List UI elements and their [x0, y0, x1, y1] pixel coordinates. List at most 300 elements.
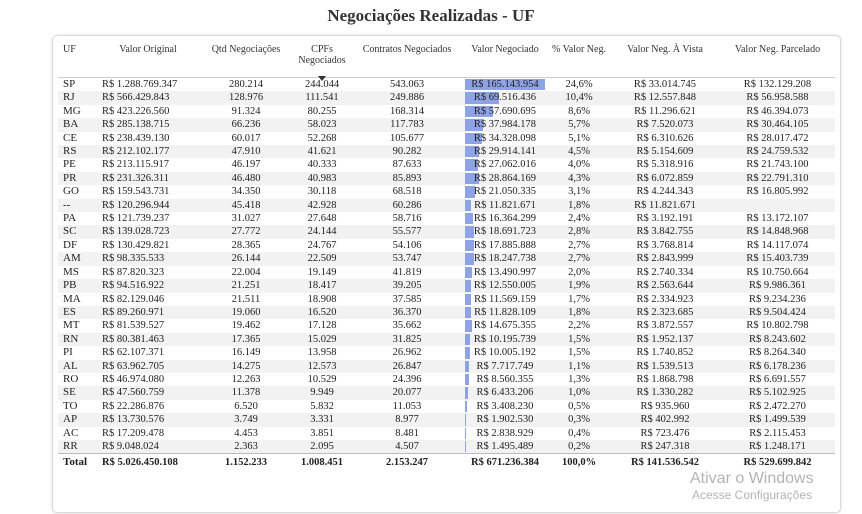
cell-valor-negociado — [462, 78, 548, 92]
cell-valor-neg-a-vista: R$ 1.740.852 — [636, 347, 694, 359]
valor-negociado-text: R$ 10.195.739 — [473, 333, 537, 345]
cell-valor-negociado — [462, 400, 548, 413]
cell-valor-neg-a-vista: R$ 4.244.343 — [636, 186, 694, 198]
total-contratos-negociados: 2.153.247 — [352, 454, 462, 472]
cell-valor-neg-parcelado: R$ 24.759.532 — [720, 145, 835, 158]
cell-cpfs-negociados: 10.529 — [307, 373, 337, 385]
cell-qtd-negociacoes: 60.017 — [231, 132, 261, 144]
cell-contratos-negociados: 37.585 — [392, 293, 422, 305]
cell-uf: SC — [58, 225, 96, 238]
cell-valor-neg-a-vista: R$ 3.192.191 — [636, 213, 694, 225]
data-bar — [465, 226, 474, 237]
cell-qtd-negociacoes: 26.144 — [200, 252, 292, 265]
cell-valor-negociado — [462, 386, 548, 399]
table-row[interactable] — [58, 346, 835, 359]
watermark-line-1: Ativar o Windows — [690, 470, 814, 487]
data-bar — [465, 280, 471, 291]
cell-pct-valor-neg: 10,4% — [548, 91, 610, 104]
data-bar — [465, 441, 466, 452]
total-valor-neg-parcelado: R$ 529.699.842 — [720, 454, 835, 472]
cell-uf: DF — [63, 238, 78, 251]
valor-negociado-text: R$ 18.691.723 — [473, 226, 537, 238]
cell-valor-neg-a-vista: R$ 1.952.137 — [610, 333, 720, 346]
cell-valor-original: R$ 22.286.876 — [102, 400, 165, 412]
cell-contratos-negociados: 58.716 — [392, 213, 422, 225]
cell-cpfs-negociados: 111.541 — [292, 91, 352, 104]
cell-pct-valor-neg: 5,7% — [548, 118, 610, 131]
table-row[interactable] — [58, 319, 835, 332]
data-bar — [465, 240, 474, 251]
data-bar — [465, 320, 472, 331]
cell-uf: MG — [63, 104, 81, 117]
cell-cpfs-negociados: 15.029 — [292, 333, 352, 346]
cell-valor-neg-a-vista: R$ 3.872.557 — [636, 320, 694, 332]
cell-qtd-negociacoes: 91.324 — [231, 105, 261, 117]
cell-uf: PE — [63, 158, 76, 171]
cell-uf: MT — [63, 319, 80, 332]
cell-uf: SP — [63, 78, 76, 90]
table-row[interactable] — [58, 427, 835, 440]
cell-valor-neg-parcelado: R$ 9.986.361 — [720, 279, 835, 292]
cell-valor-neg-a-vista: R$ 3.768.814 — [636, 239, 694, 251]
cell-uf: GO — [63, 185, 79, 198]
cell-pct-valor-neg: 3,1% — [568, 186, 590, 198]
table-row[interactable] — [58, 185, 835, 198]
cell-valor-neg-parcelado: R$ 5.102.925 — [720, 386, 835, 399]
cell-valor-negociado — [462, 145, 548, 158]
cell-valor-neg-a-vista: R$ 5.154.609 — [610, 145, 720, 158]
cell-contratos-negociados: 543.063 — [389, 79, 425, 90]
cell-pct-valor-neg: 2,7% — [548, 252, 610, 265]
cell-pct-valor-neg: 24,6% — [565, 79, 593, 90]
cell-cpfs-negociados: 24.144 — [292, 225, 352, 238]
column-header-pct-valor-neg[interactable]: % Valor Neg. — [552, 44, 606, 55]
valor-negociado-text: R$ 57.690.695 — [473, 105, 537, 117]
cell-valor-neg-a-vista: R$ 2.843.999 — [610, 252, 720, 265]
valor-negociado-text: R$ 11.569.159 — [474, 293, 536, 305]
cell-uf: PB — [58, 279, 96, 292]
valor-negociado-text: R$ 34.328.098 — [473, 132, 537, 144]
table-row[interactable] — [58, 386, 835, 399]
cell-cpfs-negociados: 3.851 — [310, 427, 334, 439]
cell-pct-valor-neg: 0,4% — [568, 427, 590, 439]
cell-valor-negociado — [462, 105, 548, 118]
windows-activation-watermark — [690, 470, 814, 502]
cell-qtd-negociacoes: 27.772 — [200, 225, 292, 238]
cell-contratos-negociados: 8.977 — [352, 413, 462, 426]
cell-valor-negociado — [462, 279, 548, 292]
cell-contratos-negociados: 35.662 — [392, 320, 422, 332]
cell-valor-neg-parcelado — [720, 199, 835, 212]
valor-negociado-text: R$ 3.408.230 — [476, 400, 534, 412]
cell-valor-original: R$ 238.439.130 — [102, 132, 170, 144]
cell-cpfs-negociados: 24.767 — [307, 239, 337, 251]
valor-negociado-text: R$ 8.560.355 — [476, 373, 534, 385]
data-table — [58, 40, 835, 471]
cell-valor-negociado — [462, 118, 548, 131]
cell-valor-negociado — [462, 185, 548, 198]
cell-uf: PR — [58, 172, 96, 185]
cell-uf: AC — [63, 426, 79, 439]
column-header-cpfs-label: CPFs Negociados — [298, 44, 346, 66]
valor-negociado-text: R$ 11.821.671 — [474, 199, 536, 211]
table-row[interactable] — [58, 279, 835, 292]
cell-valor-negociado — [462, 373, 548, 386]
cell-valor-neg-a-vista: R$ 6.310.626 — [636, 132, 694, 144]
cell-valor-original: R$ 285.138.715 — [96, 118, 200, 131]
sort-descending-icon[interactable] — [318, 76, 326, 81]
cell-uf: RR — [58, 440, 96, 454]
cell-valor-neg-a-vista: R$ 247.318 — [610, 440, 720, 454]
cell-qtd-negociacoes: 22.004 — [231, 266, 261, 278]
cell-contratos-negociados: 4.507 — [352, 440, 462, 454]
cell-valor-negociado — [462, 225, 548, 238]
cell-cpfs-negociados: 40.983 — [292, 172, 352, 185]
cell-qtd-negociacoes: 16.149 — [231, 347, 261, 359]
cell-contratos-negociados: 11.053 — [392, 400, 422, 412]
cell-contratos-negociados: 24.396 — [392, 373, 422, 385]
cell-uf: MS — [63, 265, 79, 278]
cell-valor-neg-parcelado: R$ 2.115.453 — [749, 427, 806, 439]
cell-cpfs-negociados: 27.648 — [307, 213, 337, 225]
cell-pct-valor-neg: 1,8% — [548, 306, 610, 319]
cell-pct-valor-neg: 2,4% — [568, 213, 590, 225]
valor-negociado-text: R$ 7.717.749 — [476, 360, 534, 372]
cell-valor-neg-parcelado: R$ 8.243.602 — [720, 333, 835, 346]
cell-valor-negociado — [462, 427, 548, 440]
cell-qtd-negociacoes: 6.520 — [234, 400, 258, 412]
cell-valor-original: R$ 98.335.533 — [96, 252, 200, 265]
cell-cpfs-negociados: 19.149 — [307, 266, 337, 278]
valor-negociado-text: R$ 37.984.178 — [473, 119, 537, 131]
cell-uf: CE — [63, 131, 78, 144]
table-row[interactable] — [58, 158, 835, 171]
cell-valor-original: R$ 120.296.944 — [96, 199, 200, 212]
cell-valor-neg-a-vista: R$ 2.323.685 — [610, 306, 720, 319]
valor-negociado-text: R$ 6.433.206 — [476, 387, 534, 399]
table-visual — [52, 35, 841, 513]
valor-negociado-text: R$ 14.675.355 — [473, 320, 537, 332]
valor-negociado-text: R$ 11.828.109 — [474, 306, 536, 318]
cell-valor-neg-parcelado: R$ 30.464.105 — [720, 118, 835, 131]
table-row[interactable] — [58, 145, 835, 158]
cell-valor-neg-parcelado: R$ 8.264.340 — [749, 347, 806, 359]
cell-pct-valor-neg: 1,5% — [548, 333, 610, 346]
cell-valor-negociado — [462, 239, 548, 252]
cell-valor-negociado — [462, 333, 548, 346]
table-row[interactable] — [58, 172, 835, 185]
cell-pct-valor-neg: 1,0% — [548, 386, 610, 399]
cell-qtd-negociacoes: 12.263 — [231, 373, 261, 385]
cell-valor-negociado — [462, 293, 548, 306]
cell-valor-neg-a-vista: R$ 2.334.923 — [636, 293, 694, 305]
cell-valor-original: R$ 94.516.922 — [96, 279, 200, 292]
cell-contratos-negociados: 249.886 — [352, 91, 462, 104]
cell-cpfs-negociados: 18.417 — [292, 279, 352, 292]
cell-valor-neg-parcelado: R$ 1.499.539 — [720, 413, 835, 426]
column-header-valor-neg-parcelado[interactable]: Valor Neg. Parcelado — [734, 44, 821, 55]
cell-qtd-negociacoes: 4.453 — [234, 427, 258, 439]
cell-valor-negociado — [462, 306, 548, 319]
total-cpfs-negociados: 1.008.451 — [292, 454, 352, 472]
cell-valor-neg-a-vista: R$ 935.960 — [640, 400, 690, 412]
data-bar — [465, 213, 473, 224]
data-bar — [465, 428, 466, 439]
cell-valor-neg-a-vista: R$ 3.842.755 — [610, 225, 720, 238]
cell-valor-negociado — [462, 91, 548, 104]
table-row[interactable] — [58, 252, 835, 265]
column-header-valor-original[interactable]: Valor Original — [119, 44, 177, 55]
cell-valor-negociado — [462, 360, 548, 373]
cell-valor-negociado — [462, 319, 548, 332]
valor-negociado-text: R$ 16.364.299 — [473, 213, 537, 225]
cell-pct-valor-neg: 2,8% — [548, 225, 610, 238]
cell-contratos-negociados: 41.819 — [392, 266, 422, 278]
cell-pct-valor-neg: 0,3% — [548, 413, 610, 426]
cell-pct-valor-neg: 8,6% — [568, 105, 590, 117]
cell-qtd-negociacoes: 34.350 — [231, 186, 261, 198]
cell-contratos-negociados: 55.577 — [352, 225, 462, 238]
cell-uf: PI — [63, 346, 73, 359]
cell-pct-valor-neg: 1,8% — [548, 199, 610, 212]
cell-qtd-negociacoes: 19.060 — [200, 306, 292, 319]
total-valor-negociado: R$ 671.236.384 — [462, 454, 548, 472]
cell-uf: PA — [63, 212, 77, 225]
data-bar — [465, 334, 470, 345]
cell-valor-neg-parcelado: R$ 21.743.100 — [746, 159, 809, 171]
cell-valor-negociado — [462, 266, 548, 279]
cell-pct-valor-neg: 5,1% — [568, 132, 590, 144]
table-row[interactable] — [58, 293, 835, 306]
table-row[interactable] — [58, 440, 835, 454]
cell-valor-original: R$ 121.739.237 — [102, 213, 170, 225]
cell-contratos-negociados: 168.314 — [389, 105, 425, 117]
column-header-cpfs-negociados[interactable] — [292, 40, 352, 78]
cell-contratos-negociados: 105.677 — [389, 132, 425, 144]
cell-contratos-negociados: 54.106 — [392, 239, 422, 251]
cell-valor-neg-a-vista: R$ 7.520.073 — [610, 118, 720, 131]
cell-contratos-negociados: 31.825 — [352, 333, 462, 346]
data-bar — [465, 347, 470, 358]
cell-valor-neg-a-vista: R$ 402.992 — [610, 413, 720, 426]
cell-cpfs-negociados: 30.118 — [307, 186, 337, 198]
cell-valor-neg-parcelado: R$ 10.750.664 — [746, 266, 809, 278]
cell-uf: RJ — [58, 91, 96, 104]
data-bar — [465, 374, 469, 385]
cell-qtd-negociacoes: 31.027 — [231, 213, 261, 225]
table-row[interactable] — [58, 199, 835, 212]
cell-valor-original: R$ 17.209.478 — [102, 427, 165, 439]
cell-valor-neg-a-vista: R$ 2.563.644 — [610, 279, 720, 292]
valor-negociado-text: R$ 1.495.489 — [476, 440, 534, 452]
table-row[interactable] — [58, 105, 835, 118]
cell-contratos-negociados: 85.893 — [352, 172, 462, 185]
cell-valor-original: R$ 212.102.177 — [96, 145, 200, 158]
cell-qtd-negociacoes: 28.365 — [231, 239, 261, 251]
cell-valor-negociado — [462, 158, 548, 171]
data-bar — [465, 387, 468, 398]
cell-contratos-negociados: 36.370 — [352, 306, 462, 319]
total-valor-neg-a-vista: R$ 141.536.542 — [610, 454, 720, 472]
cell-valor-neg-parcelado: R$ 28.017.472 — [746, 132, 809, 144]
cell-valor-neg-parcelado: R$ 1.248.171 — [720, 440, 835, 454]
cell-valor-neg-parcelado: R$ 9.234.236 — [749, 293, 806, 305]
cell-valor-negociado — [462, 413, 548, 426]
cell-uf: RN — [58, 333, 96, 346]
cell-valor-neg-parcelado: R$ 10.802.798 — [746, 320, 809, 332]
cell-valor-original: R$ 63.962.705 — [96, 360, 200, 373]
data-bar — [465, 414, 466, 425]
cell-pct-valor-neg: 0,2% — [548, 440, 610, 454]
table-row[interactable] — [58, 225, 835, 238]
table-row[interactable] — [58, 400, 835, 413]
valor-negociado-text: R$ 28.864.169 — [473, 172, 537, 184]
table-row[interactable] — [58, 91, 835, 104]
cell-cpfs-negociados: 41.621 — [292, 145, 352, 158]
cell-valor-original: R$ 82.129.046 — [102, 293, 165, 305]
valor-negociado-text: R$ 165.143.954 — [471, 79, 539, 90]
cell-qtd-negociacoes: 3.749 — [200, 413, 292, 426]
table-row[interactable] — [58, 118, 835, 131]
cell-qtd-negociacoes: 21.511 — [231, 293, 261, 305]
valor-negociado-text: R$ 27.062.016 — [473, 159, 537, 171]
cell-valor-original: R$ 13.730.576 — [96, 413, 200, 426]
cell-valor-negociado — [462, 212, 548, 225]
cell-cpfs-negociados: 9.949 — [292, 386, 352, 399]
cell-valor-neg-parcelado: R$ 132.129.208 — [743, 79, 812, 90]
cell-qtd-negociacoes: 11.378 — [200, 386, 292, 399]
page-title: Negociações Realizadas - UF — [327, 6, 535, 25]
cell-cpfs-negociados: 5.832 — [310, 400, 334, 412]
cell-cpfs-negociados: 52.268 — [307, 132, 337, 144]
cell-valor-original: R$ 87.820.323 — [102, 266, 165, 278]
table-row[interactable] — [58, 333, 835, 346]
table-row[interactable] — [58, 239, 835, 252]
cell-qtd-negociacoes: 2.363 — [200, 440, 292, 454]
cell-valor-negociado — [462, 440, 548, 454]
cell-valor-neg-a-vista: R$ 33.014.745 — [633, 79, 697, 90]
cell-pct-valor-neg: 2,2% — [568, 320, 590, 332]
valor-negociado-text: R$ 17.885.888 — [473, 239, 537, 251]
cell-contratos-negociados: 26.847 — [352, 360, 462, 373]
table-row[interactable] — [58, 266, 835, 279]
cell-uf: AP — [58, 413, 96, 426]
data-bar — [465, 267, 472, 278]
cell-uf: RS — [58, 145, 96, 158]
cell-valor-original: R$ 130.429.821 — [102, 239, 170, 251]
cell-valor-original: R$ 47.560.759 — [96, 386, 200, 399]
cell-pct-valor-neg: 4,0% — [568, 159, 590, 171]
cell-valor-original: R$ 46.974.080 — [102, 373, 165, 385]
cell-uf: MA — [63, 292, 81, 305]
column-header-valor-neg-a-vista[interactable]: Valor Neg. À Vista — [627, 44, 703, 55]
cell-qtd-negociacoes: 66.236 — [200, 118, 292, 131]
column-header-qtd-negociacoes[interactable]: Qtd Negociações — [211, 44, 281, 55]
cell-valor-negociado — [462, 172, 548, 185]
cell-qtd-negociacoes: 46.197 — [231, 159, 261, 171]
cell-qtd-negociacoes: 45.418 — [200, 199, 292, 212]
cell-valor-original: R$ 80.381.463 — [96, 333, 200, 346]
data-bar — [465, 253, 474, 264]
data-bar — [465, 200, 471, 211]
column-header-uf[interactable]: UF — [63, 44, 76, 55]
cell-pct-valor-neg: 2,0% — [568, 266, 590, 278]
cell-valor-original: R$ 81.539.527 — [102, 320, 165, 332]
cell-contratos-negociados: 60.286 — [352, 199, 462, 212]
table-row[interactable] — [58, 413, 835, 426]
cell-uf: AM — [58, 252, 96, 265]
cell-qtd-negociacoes: 46.480 — [200, 172, 292, 185]
cell-contratos-negociados: 117.783 — [352, 118, 462, 131]
cell-contratos-negociados: 68.518 — [392, 186, 422, 198]
cell-qtd-negociacoes: 17.365 — [200, 333, 292, 346]
total-qtd-negociacoes: 1.152.233 — [200, 454, 292, 472]
cell-contratos-negociados: 39.205 — [352, 279, 462, 292]
cell-valor-neg-parcelado: R$ 9.504.424 — [720, 306, 835, 319]
cell-pct-valor-neg: 1,7% — [568, 293, 590, 305]
cell-cpfs-negociados: 2.095 — [292, 440, 352, 454]
table-row[interactable] — [58, 212, 835, 225]
valor-negociado-text: R$ 13.490.997 — [473, 266, 537, 278]
cell-valor-neg-a-vista: R$ 1.539.513 — [610, 360, 720, 373]
data-bar — [465, 307, 471, 318]
cell-pct-valor-neg: 1,1% — [548, 360, 610, 373]
column-header-contratos-negociados[interactable]: Contratos Negociados — [362, 44, 452, 55]
cell-valor-neg-parcelado: R$ 14.848.968 — [720, 225, 835, 238]
cell-qtd-negociacoes: 14.275 — [200, 360, 292, 373]
cell-cpfs-negociados: 16.520 — [292, 306, 352, 319]
cell-valor-neg-a-vista: R$ 1.868.798 — [636, 373, 694, 385]
cell-valor-original: R$ 139.028.723 — [96, 225, 200, 238]
cell-pct-valor-neg: 0,5% — [568, 400, 590, 412]
valor-negociado-text: R$ 18.247.738 — [473, 253, 537, 265]
cell-valor-original: R$ 213.115.917 — [102, 159, 169, 171]
cell-valor-neg-parcelado: R$ 14.117.074 — [746, 239, 809, 251]
table-row[interactable] — [58, 373, 835, 386]
cell-valor-neg-parcelado: R$ 6.691.557 — [749, 373, 806, 385]
cell-cpfs-negociados: 244.044 — [304, 79, 340, 90]
table-row[interactable] — [58, 132, 835, 145]
data-bar — [465, 294, 471, 305]
cell-cpfs-negociados: 58.023 — [292, 118, 352, 131]
cell-uf: ES — [58, 306, 96, 319]
cell-uf: -- — [58, 199, 96, 212]
cell-cpfs-negociados: 40.333 — [307, 159, 337, 171]
table-row[interactable] — [58, 306, 835, 319]
cell-qtd-negociacoes: 47.910 — [200, 145, 292, 158]
column-header-valor-negociado[interactable]: Valor Negociado — [471, 44, 539, 55]
cell-valor-original: R$ 231.326.311 — [96, 172, 200, 185]
cell-cpfs-negociados: 12.573 — [292, 360, 352, 373]
data-bar — [465, 401, 467, 412]
cell-cpfs-negociados: 17.128 — [307, 320, 337, 332]
cell-pct-valor-neg: 4,5% — [548, 145, 610, 158]
cell-valor-original: R$ 9.048.024 — [96, 440, 200, 454]
cell-valor-original: R$ 62.107.371 — [102, 347, 165, 359]
cell-qtd-negociacoes: 21.251 — [200, 279, 292, 292]
cell-contratos-negociados: 20.077 — [352, 386, 462, 399]
cell-pct-valor-neg: 4,3% — [548, 172, 610, 185]
valor-negociado-text: R$ 10.005.192 — [473, 347, 537, 359]
cell-qtd-negociacoes: 280.214 — [228, 79, 264, 90]
table-row[interactable] — [58, 78, 835, 92]
total-row — [58, 454, 835, 472]
cell-valor-original: R$ 423.226.560 — [102, 105, 170, 117]
cell-valor-neg-a-vista: R$ 5.318.916 — [636, 159, 694, 171]
total-label: Total — [58, 454, 96, 472]
cell-uf: RO — [63, 372, 79, 385]
table-row[interactable] — [58, 360, 835, 373]
